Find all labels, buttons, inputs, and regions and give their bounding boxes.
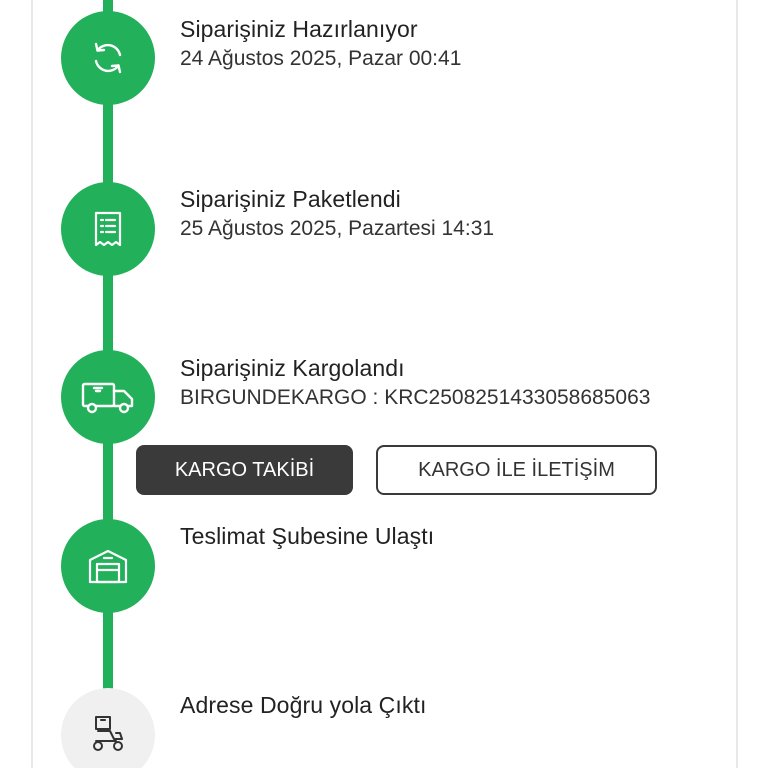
step-node-out-for-delivery xyxy=(61,688,155,768)
cargo-contact-button[interactable]: KARGO İLE İLETİŞİM xyxy=(376,445,657,495)
step-title-branch-arrived: Teslimat Şubesine Ulaştı xyxy=(180,523,435,549)
step-title-packed: Siparişiniz Paketlendi xyxy=(180,186,401,212)
truck-icon xyxy=(80,377,136,417)
step-node-packed xyxy=(61,182,155,276)
step-date-preparing: 24 Ağustos 2025, Pazar 00:41 xyxy=(180,47,462,70)
step-title-preparing: Siparişiniz Hazırlanıyor xyxy=(180,16,418,42)
step-node-branch-arrived xyxy=(61,519,155,613)
cargo-tracking-button[interactable]: KARGO TAKİBİ xyxy=(136,445,353,495)
refresh-icon xyxy=(88,38,128,78)
warehouse-icon xyxy=(86,546,130,586)
step-tracking-number: BIRGUNDEKARGO : KRC2508251433058685063 xyxy=(180,386,651,409)
step-title-out-for-delivery: Adrese Doğru yola Çıktı xyxy=(180,692,427,718)
courier-scooter-icon xyxy=(86,713,130,757)
receipt-icon xyxy=(89,209,127,249)
step-title-shipped: Siparişiniz Kargolandı xyxy=(180,355,405,381)
card-left-border xyxy=(31,0,33,768)
step-node-shipped xyxy=(61,350,155,444)
step-date-packed: 25 Ağustos 2025, Pazartesi 14:31 xyxy=(180,217,495,240)
card-right-border xyxy=(736,0,738,768)
step-node-preparing xyxy=(61,11,155,105)
